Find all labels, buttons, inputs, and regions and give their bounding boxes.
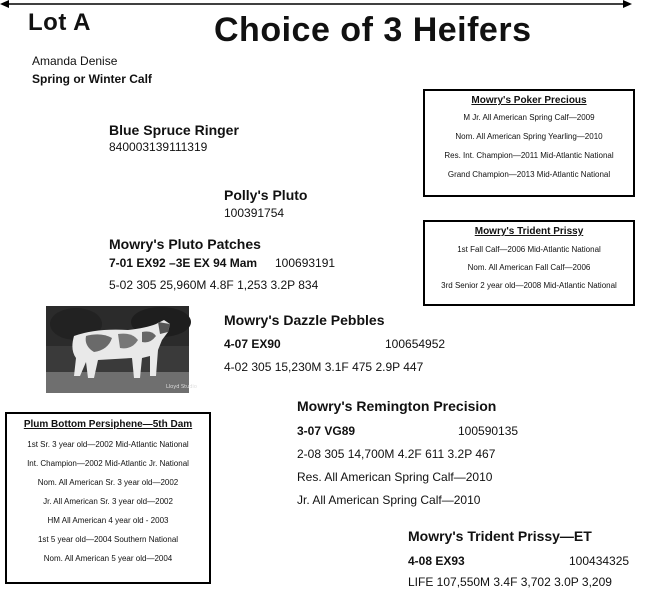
box-poker-precious: [423, 89, 635, 197]
remington-reg: 100590135: [458, 424, 519, 438]
granddam-classification: 7-01 EX92 –3E EX 94 Mam: [109, 256, 258, 270]
remington-award-1: Res. All American Spring Calf—2010: [297, 470, 493, 484]
box-plum-line: 1st 5 year old—2004 Southern National: [37, 535, 179, 544]
box-plum-line: Jr. All American Sr. 3 year old—2002: [43, 497, 173, 506]
box-plum-line: Nom. All American Sr. 3 year old—2002: [37, 478, 179, 487]
box-trident-prissy: [423, 220, 635, 306]
trident-et-reg: 100434325: [569, 554, 630, 568]
cow-photo: [46, 306, 197, 393]
trident-et-record: LIFE 107,550M 3.4F 3,702 3.0P 3,209: [408, 575, 612, 589]
dam-record: 4-02 305 15,230M 3.1F 475 2.9P 447: [224, 360, 424, 374]
remington-classification: 3-07 VG89: [297, 424, 356, 438]
box-trident-line: 3rd Senior 2 year old—2008 Mid-Atlantic National: [441, 281, 617, 290]
box-plum-bottom: [5, 412, 211, 584]
box-plum-line: Nom. All American 5 year old—2004: [43, 554, 173, 563]
dam-sire-reg: 100391754: [224, 206, 285, 220]
box-poker-line: Res. Int. Champion—2011 Mid-Atlantic National: [444, 151, 614, 160]
box-poker-title: Mowry's Poker Precious: [471, 95, 587, 106]
page-title: Choice of 3 Heifers: [214, 11, 532, 49]
lot-label: Lot A: [28, 9, 91, 36]
box-trident-line: Nom. All American Fall Calf—2006: [467, 263, 591, 272]
box-poker-line: Nom. All American Spring Yearling—2010: [455, 132, 603, 141]
trident-et-classification: 4-08 EX93: [408, 554, 465, 568]
granddam-name: Mowry's Pluto Patches: [109, 236, 261, 252]
class-label: Spring or Winter Calf: [32, 72, 152, 86]
dam-sire-name: Polly's Pluto: [224, 187, 308, 203]
box-poker-line: Grand Champion—2013 Mid-Atlantic National: [447, 170, 611, 179]
dam-name: Mowry's Dazzle Pebbles: [224, 312, 385, 328]
box-trident-title: Mowry's Trident Prissy: [474, 226, 584, 237]
remington-record: 2-08 305 14,700M 4.2F 611 3.2P 467: [297, 447, 496, 461]
dam-reg: 100654952: [385, 337, 446, 351]
dam-classification: 4-07 EX90: [224, 337, 281, 351]
box-plum-line: Int. Champion—2002 Mid-Atlantic Jr. National: [27, 459, 189, 468]
box-trident-line: 1st Fall Calf—2006 Mid-Atlantic National: [457, 245, 601, 254]
photo-caption: Lloyd Studio: [166, 384, 197, 390]
remington-award-2: Jr. All American Spring Calf—2010: [297, 493, 481, 507]
sire-name: Blue Spruce Ringer: [109, 122, 239, 138]
box-plum-line: HM All American 4 year old - 2003: [47, 516, 169, 525]
trident-et-name: Mowry's Trident Prissy—ET: [408, 528, 592, 544]
remington-name: Mowry's Remington Precision: [297, 398, 497, 414]
consignor-name: Amanda Denise: [32, 54, 118, 68]
granddam-record: 5-02 305 25,960M 4.8F 1,253 3.2P 834: [109, 278, 319, 292]
box-plum-title: Plum Bottom Persiphene—5th Dam: [23, 419, 193, 430]
sire-reg: 840003139111319: [109, 140, 208, 154]
box-poker-line: M Jr. All American Spring Calf—2009: [463, 113, 595, 122]
granddam-reg: 100693191: [275, 256, 336, 270]
box-plum-line: 1st Sr. 3 year old—2002 Mid-Atlantic National: [27, 440, 189, 449]
